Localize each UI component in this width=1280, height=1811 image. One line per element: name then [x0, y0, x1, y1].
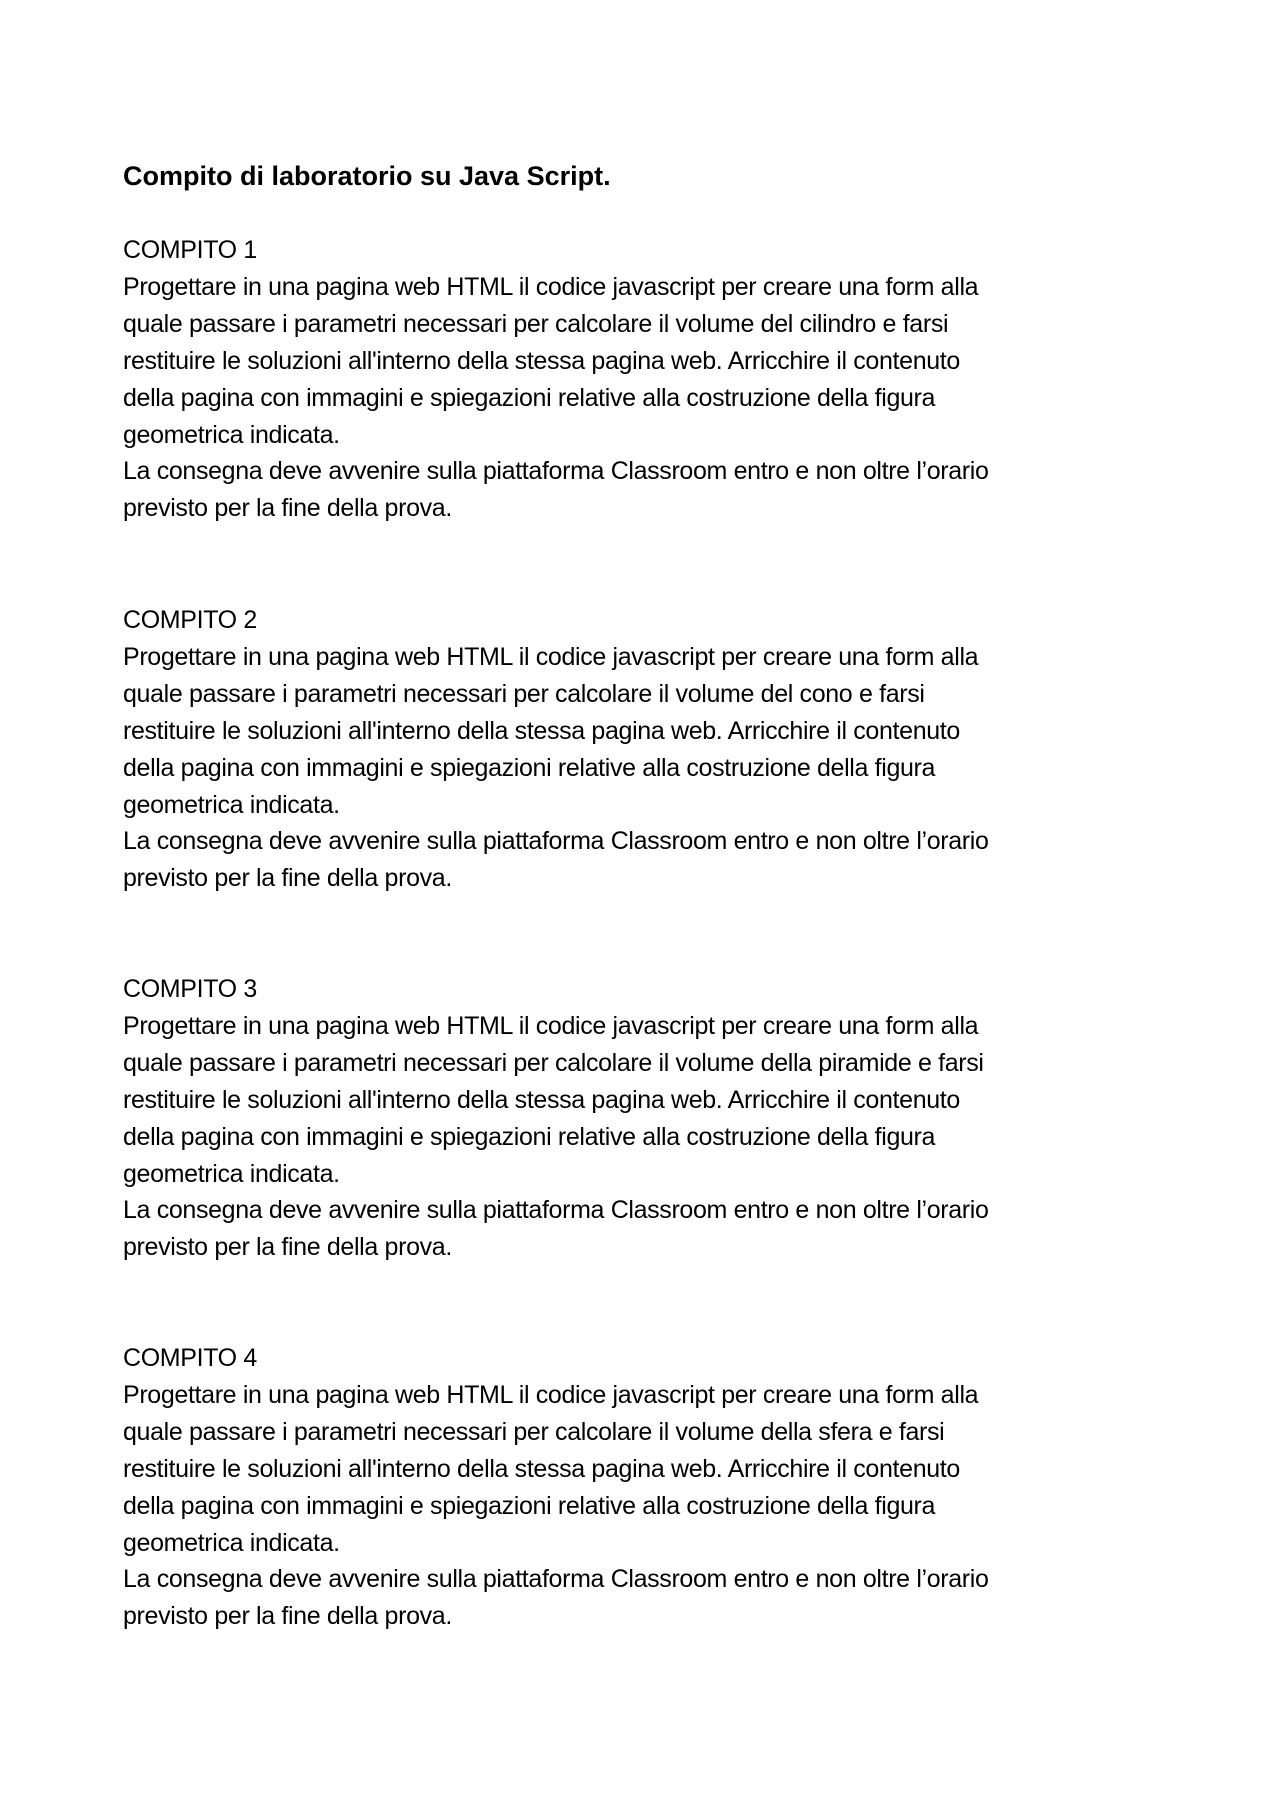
task-text-line: previsto per la fine della prova. [123, 864, 452, 893]
task-text-line: quale passare i parametri necessari per calcolare il volume del cono e farsi [123, 679, 925, 708]
task-text-line: geometrica indicata. [123, 420, 340, 449]
task-text-line: della pagina con immagini e spiegazioni relative alla costruzione della figura [123, 1122, 936, 1151]
task-section-1 [123, 232, 1163, 527]
task-text-line: restituire le soluzioni all'interno della stessa pagina web. Arricchire il contenuto [123, 1454, 960, 1483]
task-text-line: geometrica indicata. [123, 1528, 340, 1557]
task-section-4 [123, 1340, 1163, 1635]
task-text-line: della pagina con immagini e spiegazioni relative alla costruzione della figura [123, 1491, 936, 1520]
task-heading: COMPITO 4 [123, 1344, 257, 1372]
task-text-line: Progettare in una pagina web HTML il codice javascript per creare una form alla [123, 1011, 979, 1040]
task-heading: COMPITO 2 [123, 606, 257, 634]
task-text-line: previsto per la fine della prova. [123, 1233, 452, 1262]
task-text-line: della pagina con immagini e spiegazioni relative alla costruzione della figura [123, 383, 936, 412]
task-text-line: La consegna deve avvenire sulla piattaforma Classroom entro e non oltre l’orario [123, 1565, 989, 1594]
task-text-line: La consegna deve avvenire sulla piattaforma Classroom entro e non oltre l’orario [123, 457, 989, 486]
task-text-line: della pagina con immagini e spiegazioni relative alla costruzione della figura [123, 753, 936, 782]
task-text-line: La consegna deve avvenire sulla piattaforma Classroom entro e non oltre l’orario [123, 827, 989, 856]
task-text-line: restituire le soluzioni all'interno della stessa pagina web. Arricchire il contenuto [123, 1085, 960, 1114]
task-heading: COMPITO 3 [123, 975, 257, 1003]
task-text-line: previsto per la fine della prova. [123, 1602, 452, 1631]
task-text-line: geometrica indicata. [123, 790, 340, 819]
task-text-line: quale passare i parametri necessari per calcolare il volume della piramide e farsi [123, 1048, 984, 1077]
task-text-line: Progettare in una pagina web HTML il codice javascript per creare una form alla [123, 1380, 979, 1409]
task-heading: COMPITO 1 [123, 236, 257, 264]
task-text-line: Progettare in una pagina web HTML il codice javascript per creare una form alla [123, 272, 979, 301]
task-text-line: Progettare in una pagina web HTML il codice javascript per creare una form alla [123, 642, 979, 671]
task-text-line: restituire le soluzioni all'interno della stessa pagina web. Arricchire il contenuto [123, 346, 960, 375]
task-text-line: geometrica indicata. [123, 1159, 340, 1188]
task-text-line: quale passare i parametri necessari per calcolare il volume del cilindro e farsi [123, 309, 949, 338]
task-text-line: La consegna deve avvenire sulla piattaforma Classroom entro e non oltre l’orario [123, 1196, 989, 1225]
task-text-line: quale passare i parametri necessari per calcolare il volume della sfera e farsi [123, 1417, 945, 1446]
task-text-line: previsto per la fine della prova. [123, 494, 452, 523]
task-text-line: restituire le soluzioni all'interno della stessa pagina web. Arricchire il contenuto [123, 716, 960, 745]
task-section-2 [123, 602, 1163, 897]
document-title: Compito di laboratorio su Java Script. [123, 161, 611, 191]
task-section-3 [123, 971, 1163, 1266]
